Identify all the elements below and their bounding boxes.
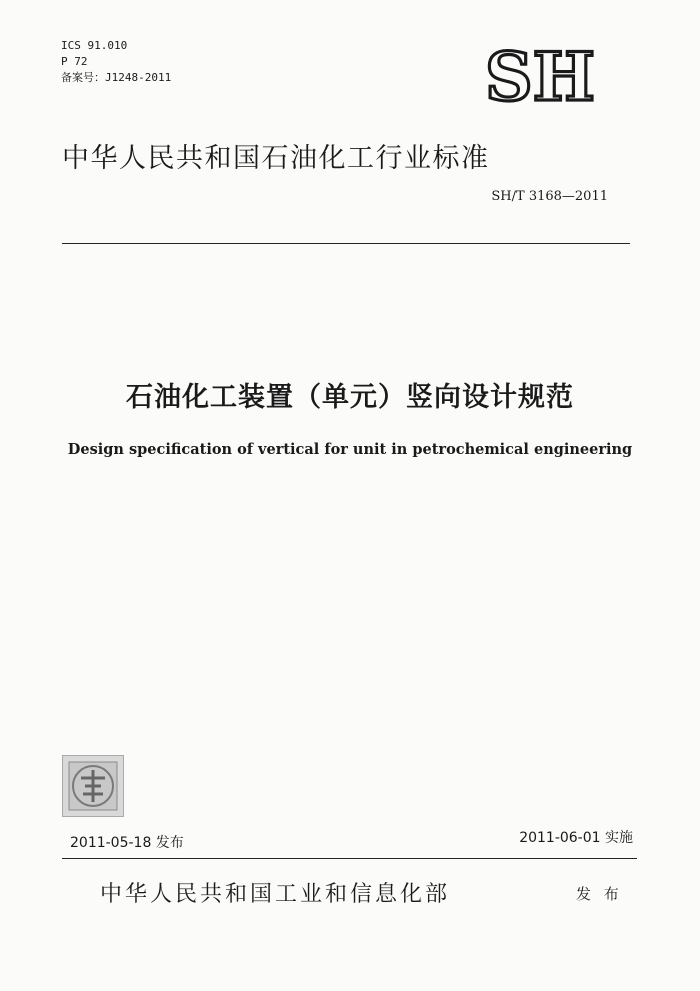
issuing-authority: 中华人民共和国工业和信息化部 (100, 882, 451, 907)
issue-label: 发 布 (576, 885, 623, 903)
standard-code: SH/T 3168—2011 (491, 189, 608, 204)
bottom-divider (62, 858, 637, 859)
document-title-cn: 石油化工装置（单元）竖向设计规范 (126, 382, 574, 413)
document-title-en: Design specification of vertical for unit in petrochemical engineering (67, 441, 633, 458)
record-number: 备案号：J1248-2011 (61, 71, 172, 84)
top-divider (62, 243, 630, 244)
sh-logo (470, 44, 610, 108)
implementation-date: 2011-06-01 实施 (519, 830, 633, 846)
ics-code: ICS 91.010 (61, 39, 128, 52)
release-date: 2011-05-18 发布 (70, 835, 184, 851)
standard-title: 中华人民共和国石油化工行业标准 (62, 143, 490, 174)
anti-counterfeit-stamp-icon (62, 755, 124, 817)
sh-logo-text: SH (484, 44, 596, 108)
classification-code: P 72 (61, 55, 88, 68)
